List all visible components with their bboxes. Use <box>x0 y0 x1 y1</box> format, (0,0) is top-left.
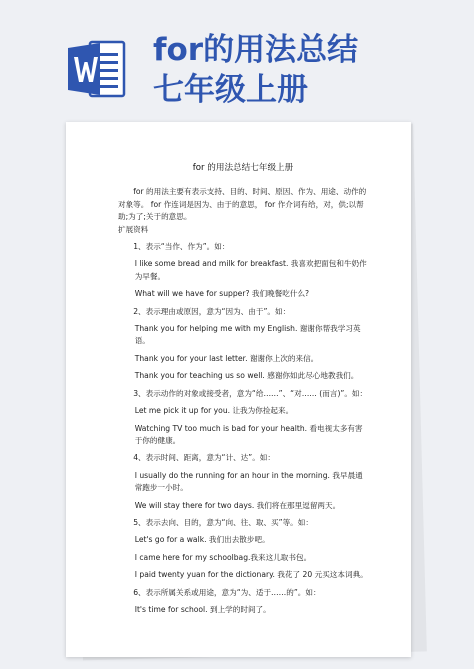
paragraph: Thank you for helping me with my English. 谢谢你帮我学习英语。 <box>134 324 361 346</box>
title-line-1: for的用法总结 <box>153 32 359 68</box>
paragraph: We will stay there for two days. 我们将在那里逗留两天。 <box>134 500 341 510</box>
paragraph: I usually do the running for an hour in the morning. 我早晨通常跑步一小时。 <box>134 470 363 493</box>
page-title <box>153 30 358 110</box>
paragraph: Let's go for a walk. 我们出去散步吧。 <box>134 535 270 545</box>
paragraph: I paid twenty yuan for the dictionary. 我花了 20 元买这本词典。 <box>134 570 368 580</box>
paragraph: I like some bread and milk for breakfast. 我喜欢把面包和牛奶作为早餐。 <box>134 259 367 281</box>
paragraph: Thank you for teaching us so well. 感谢你如此尽心地教我们。 <box>134 371 359 381</box>
title-line-2: 七年级上册 <box>153 72 308 108</box>
paragraph: It's time for school. 到上学的时间了。 <box>134 604 271 614</box>
paragraph: 4、表示时间、距离，意为“计、达”。如： <box>133 453 275 463</box>
header-banner <box>0 0 474 120</box>
paragraph: What will we have for supper? 我们晚餐吃什么? <box>134 289 310 299</box>
paragraph: for 的用法主要有表示支持、目的、时间、原因、作为、用途、动作的对象等。 for 作连词是因为、由于的意思， for 作介词有给，对，供;以帮助;为了;关于的意思。 <box>118 187 367 222</box>
paragraph: 5、表示去向、目的，意为“向、往、取、买”等。如： <box>133 517 313 527</box>
paragraph: 1、表示“当作、作为”。如： <box>133 242 230 252</box>
document-page <box>66 122 411 657</box>
word-icon <box>66 38 128 100</box>
document-title: for 的用法总结七年级上册 <box>192 163 294 173</box>
paragraph: 6、表示所属关系或用途，意为“为、适于……的”。如： <box>133 587 321 597</box>
document-body <box>118 162 368 616</box>
paragraph: 3、表示动作的对象或接受者，意为“给……”、“对…… (而言)”。如： <box>133 388 368 398</box>
paragraph: Thank you for your last letter. 谢谢你上次的来信。 <box>134 353 319 363</box>
paragraph: 2、表示理由或原因，意为“因为、由于”。如： <box>133 306 291 316</box>
paragraph: Watching TV too much is bad for your health. 看电视太多有害于你的健康。 <box>134 423 363 445</box>
section-heading: 扩展资料 <box>118 224 149 234</box>
paragraph: Let me pick it up for you. 让我为你捡起来。 <box>134 406 294 416</box>
paragraph: I came here for my schoolbag.我来这儿取书包。 <box>134 552 312 562</box>
